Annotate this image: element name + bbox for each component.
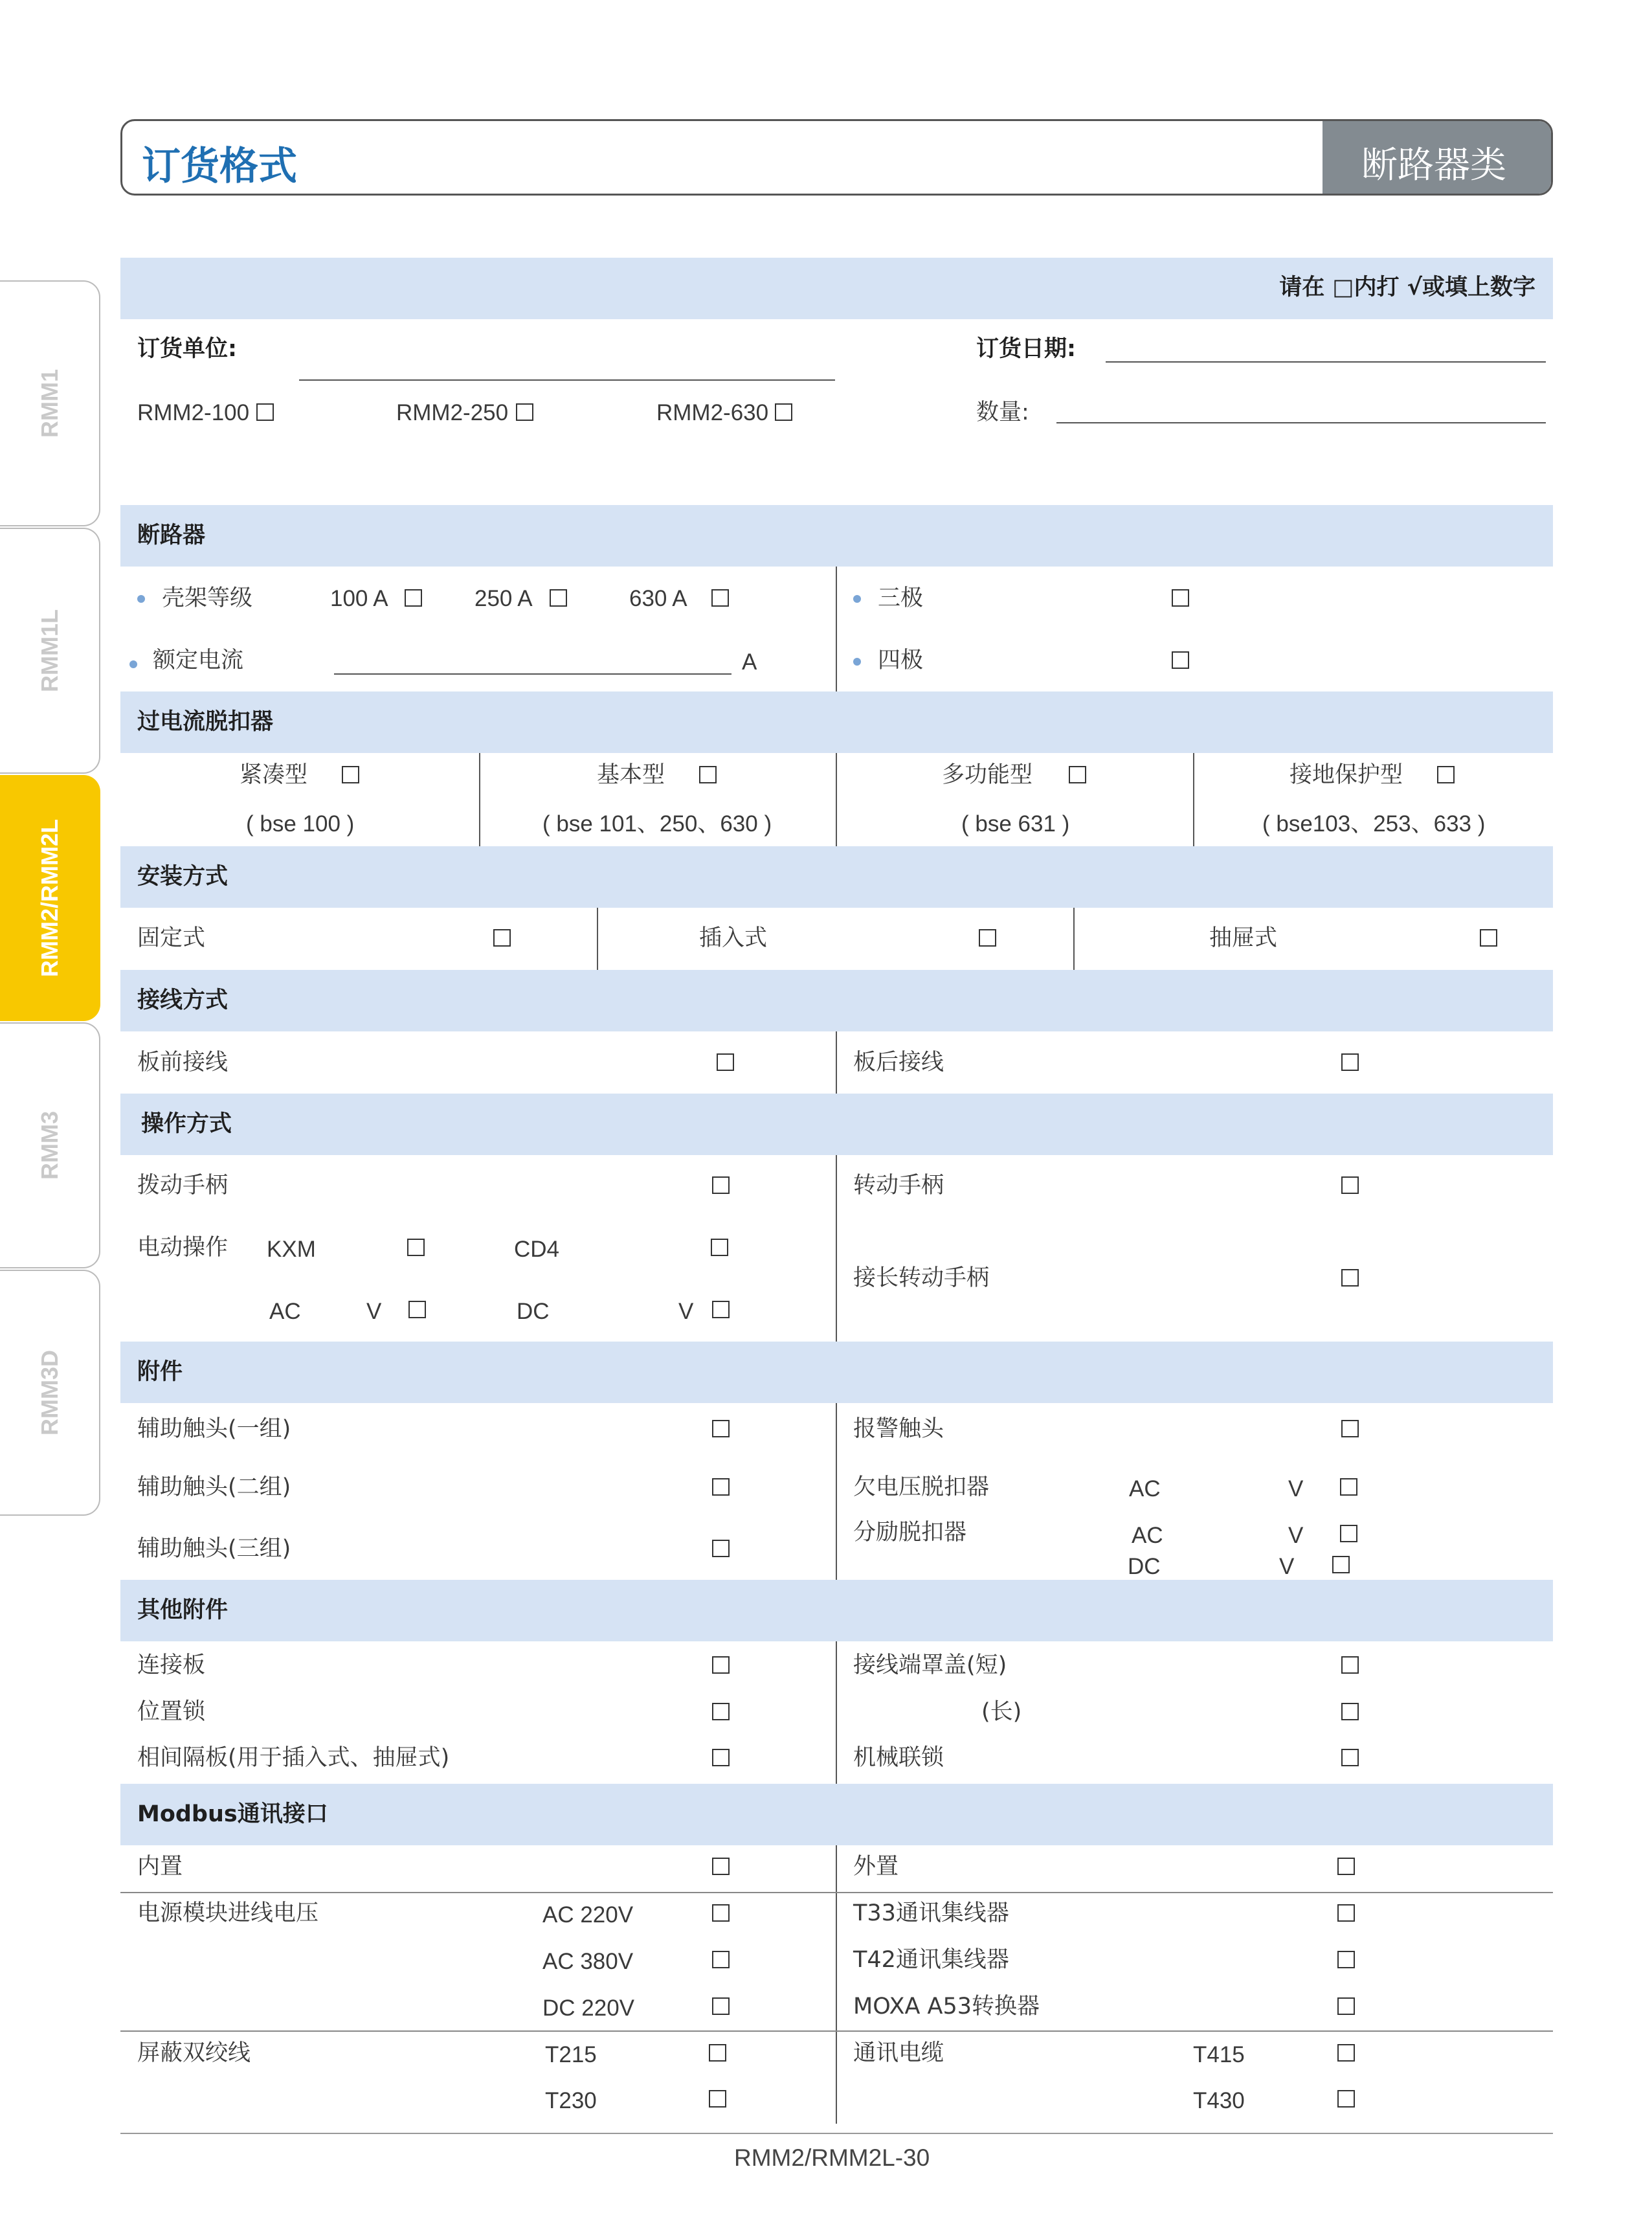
position-lock-checkbox[interactable] [712,1703,730,1720]
ground-protect-type-label: 接地保护型 [1289,762,1403,788]
modbus-external-label: 外置 [853,1854,899,1880]
overcurrent-section-title: 过电流脱扣器 [137,709,274,735]
order-date-label: 订货日期: [976,336,1076,362]
front-wiring-checkbox[interactable] [717,1053,734,1071]
cd4-label: CD4 [514,1237,560,1262]
connection-plate-checkbox[interactable] [712,1656,730,1674]
frame-label: 壳架等级 [162,585,253,611]
ground-protect-type-code: ( bse103、253、633 ) [1262,811,1486,837]
shielded-twisted-pair-label: 屏蔽双绞线 [137,2040,251,2066]
rated-current-unit: A [742,649,757,675]
divider [836,753,837,846]
basic-type-checkbox[interactable] [699,766,717,783]
alarm-contact-label: 报警触头 [853,1416,944,1442]
wiring-section-band [120,970,1553,1031]
compact-type-label: 紧凑型 [240,762,308,788]
order-unit-label: 订货单位: [137,336,237,362]
compact-type-checkbox[interactable] [342,766,359,783]
model-rmm2-250-checkbox[interactable] [516,403,533,421]
accessories-section-title: 附件 [137,1359,183,1385]
voltage-ac380-checkbox[interactable] [712,1951,730,1968]
side-tab-label: RMM3 [36,1111,63,1180]
t215-label: T215 [545,2042,597,2067]
divider [1073,908,1075,970]
side-tab-rmm3[interactable] [0,1022,100,1268]
t430-checkbox[interactable] [1337,2090,1355,2108]
plug-in-mount-checkbox[interactable] [979,929,996,947]
extended-rotary-handle-label: 接长转动手柄 [853,1265,990,1291]
side-tab-label: RMM3D [36,1350,63,1435]
modbus-section-title: Modbus通讯接口 [137,1801,328,1827]
drawer-mount-label: 抽屉式 [1209,925,1278,951]
motor-ac-checkbox[interactable] [408,1301,426,1318]
order-unit-field[interactable] [299,379,835,381]
toggle-handle-checkbox[interactable] [712,1176,730,1194]
instruction-text: 请在 □内打 √或填上数字 [1279,275,1535,300]
divider [836,1641,837,1784]
shunt-dc-v-label: V [1279,1554,1295,1579]
undervoltage-release-label: 欠电压脱扣器 [853,1474,990,1500]
modbus-internal-label: 内置 [137,1854,183,1880]
frame-630a: 630 A [629,586,687,611]
model-rmm2-630: RMM2-630 [656,400,769,425]
terminal-cover-short-label: 接线端罩盖(短) [853,1652,1007,1678]
overcurrent-section-band [120,691,1553,753]
kxm-label: KXM [267,1237,316,1262]
undervoltage-ac-label: AC [1129,1476,1161,1501]
voltage-ac220-label: AC 220V [542,1902,634,1928]
frame-250a: 250 A [474,586,533,611]
bullet-icon [853,595,861,603]
category-label: 断路器类 [1361,144,1506,186]
mechanical-interlock-checkbox[interactable] [1341,1749,1359,1766]
kxm-checkbox[interactable] [407,1239,425,1256]
drawer-mount-checkbox[interactable] [1480,929,1497,947]
motor-dc-label: DC [517,1299,550,1324]
voltage-dc220-label: DC 220V [542,1996,635,2021]
fixed-mount-label: 固定式 [137,925,206,951]
side-tab-rmm1[interactable] [0,280,100,526]
divider [836,567,837,691]
rated-current-field[interactable] [334,673,731,675]
header-bar [120,119,1553,196]
accessories-section-band [120,1342,1553,1403]
page-number: RMM2/RMM2L-30 [734,2144,930,2171]
motor-operation-label: 电动操作 [137,1235,229,1261]
modbus-section-band [120,1784,1553,1845]
bullet-icon [853,658,861,666]
alarm-contact-checkbox[interactable] [1341,1420,1359,1437]
motor-ac-v-label: V [366,1299,382,1324]
position-lock-label: 位置锁 [137,1699,206,1725]
shunt-ac-checkbox[interactable] [1340,1525,1357,1542]
t33-hub-label: T33通讯集线器 [853,1900,1009,1926]
divider [597,908,598,970]
side-tab-label: RMM1 [36,369,63,438]
model-rmm2-250: RMM2-250 [396,400,509,425]
terminal-cover-long-label: (长) [981,1699,1022,1725]
modbus-internal-checkbox[interactable] [712,1858,730,1875]
bullet-icon [129,660,137,668]
mounting-section-band [120,846,1553,908]
motor-dc-checkbox[interactable] [712,1301,730,1318]
shunt-ac-v-label: V [1288,1523,1304,1548]
divider [479,753,480,846]
divider [836,1155,837,1342]
frame-250a-checkbox[interactable] [550,589,567,607]
wiring-section-title: 接线方式 [137,987,229,1013]
side-tab-rmm3d[interactable] [0,1270,100,1516]
divider [1193,753,1194,846]
page-title: 订货格式 [142,144,297,189]
divider [836,1845,837,2124]
rear-wiring-label: 板后接线 [853,1050,944,1075]
quantity-label: 数量: [976,399,1029,425]
t33-hub-checkbox[interactable] [1337,1904,1355,1922]
operation-section-title: 操作方式 [141,1111,232,1137]
toggle-handle-label: 拨动手柄 [137,1173,229,1198]
basic-type-label: 基本型 [597,762,665,788]
t230-checkbox[interactable] [709,2090,726,2108]
phase-barrier-checkbox[interactable] [712,1749,730,1766]
shunt-dc-label: DC [1128,1554,1161,1579]
frame-100a: 100 A [330,586,388,611]
aux-contact-3-label: 辅助触头(三组) [137,1536,291,1562]
undervoltage-v-label: V [1288,1476,1304,1501]
cd4-checkbox[interactable] [711,1239,728,1256]
extended-rotary-handle-checkbox[interactable] [1341,1269,1359,1287]
three-pole-label: 三极 [878,585,924,611]
model-rmm2-630-checkbox[interactable] [775,403,792,421]
t415-label: T415 [1193,2042,1245,2067]
front-wiring-label: 板前接线 [137,1050,229,1075]
four-pole-checkbox[interactable] [1172,651,1189,669]
footer-rule [120,2133,1553,2134]
t230-label: T230 [545,2088,597,2113]
voltage-ac220-checkbox[interactable] [712,1904,730,1922]
terminal-cover-short-checkbox[interactable] [1341,1656,1359,1674]
voltage-dc220-checkbox[interactable] [712,1997,730,2015]
breaker-section-band [120,505,1553,567]
t215-checkbox[interactable] [709,2044,726,2062]
aux-contact-1-checkbox[interactable] [712,1420,730,1437]
side-tab-label: RMM1L [36,609,63,692]
frame-630a-checkbox[interactable] [711,589,729,607]
rear-wiring-checkbox[interactable] [1341,1053,1359,1071]
t415-checkbox[interactable] [1337,2044,1355,2062]
three-pole-checkbox[interactable] [1172,589,1189,607]
side-tab-rmm2-rmm2l[interactable] [0,775,100,1021]
row-divider [120,2030,1553,2032]
plug-in-mount-label: 插入式 [699,925,768,951]
compact-type-code: ( bse 100 ) [246,811,355,837]
divider [836,1031,837,1094]
undervoltage-checkbox[interactable] [1340,1478,1357,1496]
power-module-voltage-label: 电源模块进线电压 [137,1900,319,1926]
four-pole-label: 四极 [878,647,924,673]
side-tab-rmm1l[interactable] [0,528,100,774]
moxa-converter-checkbox[interactable] [1337,1997,1355,2015]
operation-section-band [120,1094,1553,1155]
multifunction-type-checkbox[interactable] [1069,766,1086,783]
shunt-dc-checkbox[interactable] [1332,1556,1350,1573]
divider [836,1403,837,1580]
comm-cable-label: 通讯电缆 [853,2040,944,2066]
connection-plate-label: 连接板 [137,1652,206,1678]
frame-100a-checkbox[interactable] [405,589,422,607]
bullet-icon [137,595,145,603]
aux-contact-1-label: 辅助触头(一组) [137,1416,291,1442]
phase-barrier-label: 相间隔板(用于插入式、抽屉式) [137,1745,450,1771]
mechanical-interlock-label: 机械联锁 [853,1745,944,1771]
basic-type-code: ( bse 101、250、630 ) [542,811,772,837]
fixed-mount-checkbox[interactable] [493,929,511,947]
aux-contact-3-checkbox[interactable] [712,1540,730,1557]
breaker-section-title: 断路器 [137,523,206,548]
t42-hub-checkbox[interactable] [1337,1951,1355,1968]
t42-hub-label: T42通讯集线器 [853,1947,1009,1973]
multifunction-type-label: 多功能型 [942,762,1033,788]
multifunction-type-code: ( bse 631 ) [961,811,1070,837]
aux-contact-2-checkbox[interactable] [712,1478,730,1496]
mounting-section-title: 安装方式 [137,864,229,890]
shunt-ac-label: AC [1132,1523,1163,1548]
moxa-converter-label: MOXA A53转换器 [853,1994,1040,2019]
quantity-field[interactable] [1056,422,1546,423]
order-date-field[interactable] [1106,361,1546,363]
t430-label: T430 [1193,2088,1245,2113]
side-tab-label: RMM2/RMM2L [36,819,63,977]
aux-contact-2-label: 辅助触头(二组) [137,1474,291,1500]
other-accessories-section-title: 其他附件 [137,1597,229,1623]
motor-dc-v-label: V [678,1299,694,1324]
shunt-release-label: 分励脱扣器 [853,1520,967,1546]
terminal-cover-long-checkbox[interactable] [1341,1703,1359,1720]
row-divider [120,1892,1553,1893]
rotary-handle-label: 转动手柄 [853,1173,944,1198]
model-rmm2-100: RMM2-100 [137,400,250,425]
category-label-box [1323,121,1551,196]
motor-ac-label: AC [269,1299,301,1324]
rated-current-label: 额定电流 [153,647,244,673]
other-accessories-section-band [120,1580,1553,1641]
ground-protect-type-checkbox[interactable] [1437,766,1455,783]
modbus-external-checkbox[interactable] [1337,1858,1355,1875]
rotary-handle-checkbox[interactable] [1341,1176,1359,1194]
model-rmm2-100-checkbox[interactable] [256,403,274,421]
voltage-ac380-label: AC 380V [542,1949,634,1974]
